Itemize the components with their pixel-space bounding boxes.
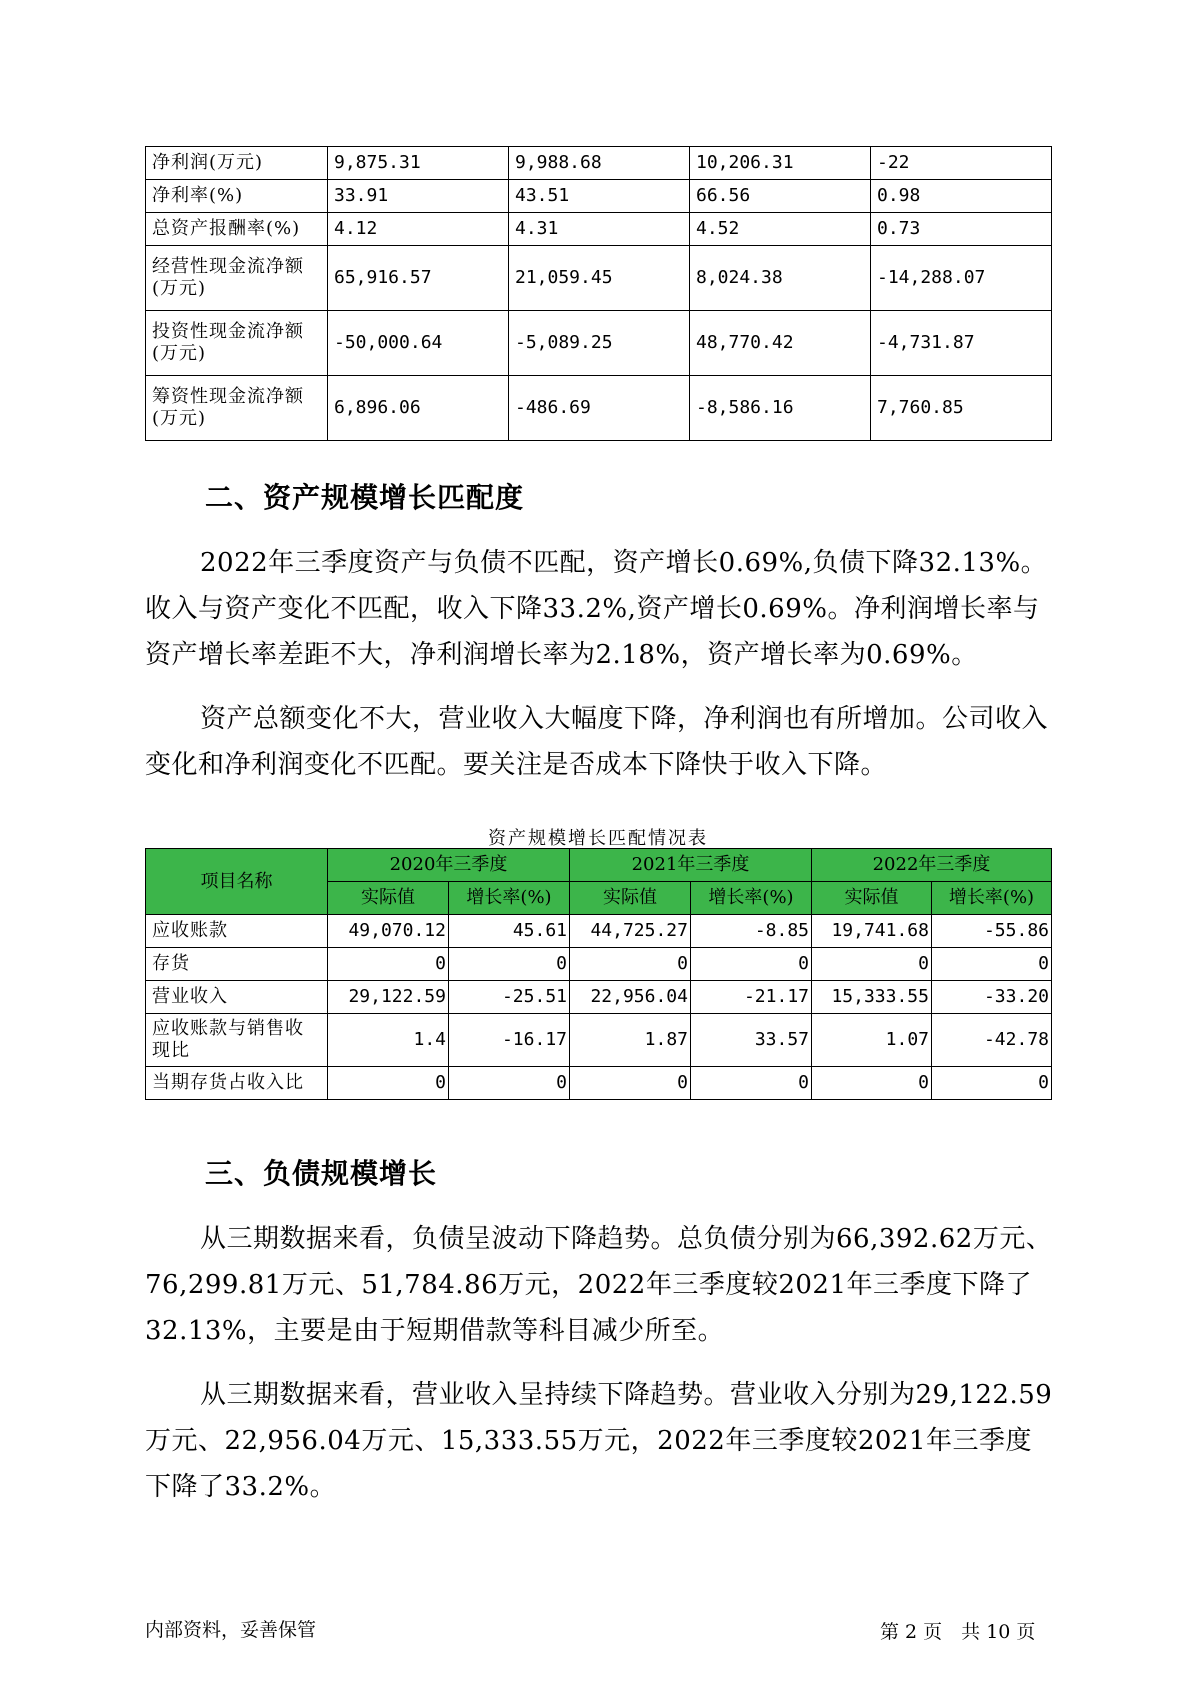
cell-value: 0 [812,948,932,981]
cell-value: 0 [570,1067,691,1100]
cell-value: 22,956.04 [570,981,691,1014]
cell-value: 0 [932,1067,1052,1100]
table-row [146,180,1052,213]
cell-value: 0 [449,1067,570,1100]
section-body [145,540,1055,678]
page-number: 第 2 页 共 10 页 [880,1621,1036,1643]
cell-value: 43.51 [509,180,690,213]
row-label: 应收账款 [146,915,328,948]
table-caption: 资产规模增长匹配情况表 [488,828,708,849]
paragraph: 2022年三季度资产与负债不匹配，资产增长0.69%,负债下降32.13%。收入与资产变化不匹配，收入下降33.2%,资产增长0.69%。净利润增长率与资产增长率差距不大，净利润增长率为2.18%，资产增长率为0.69%。 [145,548,1048,670]
column-header: 实际值 [812,882,932,915]
column-header: 实际值 [328,882,449,915]
cell-value: 33.57 [691,1014,812,1067]
section-heading: 三、负债规模增长 [205,1157,438,1190]
row-label: 营业收入 [146,981,328,1014]
cell-value: 0.98 [871,180,1052,213]
cell-value: 9,875.31 [328,147,509,180]
cell-value: 0 [328,948,449,981]
column-header: 实际值 [570,882,691,915]
cell-value: 0.73 [871,213,1052,246]
asset-scale-table [145,848,1052,1100]
row-label: 总资产报酬率(%) [146,213,328,246]
cell-value: 0 [812,1067,932,1100]
table-row [146,1067,1052,1100]
cell-value: -33.20 [932,981,1052,1014]
cell-value: 15,333.55 [812,981,932,1014]
cell-value: 7,760.85 [871,376,1052,441]
row-label: 筹资性现金流净额(万元) [146,376,328,441]
table-row [146,311,1052,376]
row-label: 净利润(万元) [146,147,328,180]
table-row [146,213,1052,246]
cell-value: 4.31 [509,213,690,246]
cell-value: -486.69 [509,376,690,441]
column-header: 增长率(%) [449,882,570,915]
cell-value: 0 [932,948,1052,981]
cell-value: 19,741.68 [812,915,932,948]
cell-value: 0 [449,948,570,981]
cell-value: 65,916.57 [328,246,509,311]
cell-value: -8,586.16 [690,376,871,441]
table-row [146,981,1052,1014]
section-heading: 二、资产规模增长匹配度 [205,481,525,514]
cell-value: 0 [328,1067,449,1100]
cell-value: 1.07 [812,1014,932,1067]
cell-value: -55.86 [932,915,1052,948]
cell-value: -14,288.07 [871,246,1052,311]
table-row [146,1014,1052,1067]
section-body [145,696,1055,788]
table-header-row [146,849,1052,882]
cell-value: 0 [691,948,812,981]
row-label: 投资性现金流净额(万元) [146,311,328,376]
cell-value: 1.4 [328,1014,449,1067]
column-header: 2020年三季度 [328,849,570,882]
cell-value: 29,122.59 [328,981,449,1014]
cell-value: 6,896.06 [328,376,509,441]
financial-indicators-table [145,146,1052,441]
section-body [145,1216,1055,1354]
column-header: 增长率(%) [691,882,812,915]
cell-value: 0 [570,948,691,981]
cell-value: 0 [691,1067,812,1100]
row-label: 应收账款与销售收现比 [146,1014,328,1067]
cell-value: 48,770.42 [690,311,871,376]
paragraph: 从三期数据来看，负债呈波动下降趋势。总负债分别为66,392.62万元、76,299.81万元、51,784.86万元，2022年三季度较2021年三季度下降了32.13%，主要是由于短期借款等科目减少所至。 [145,1224,1053,1346]
cell-value: -8.85 [691,915,812,948]
cell-value: -5,089.25 [509,311,690,376]
cell-value: 21,059.45 [509,246,690,311]
cell-value: 1.87 [570,1014,691,1067]
cell-value: 45.61 [449,915,570,948]
column-header: 2021年三季度 [570,849,812,882]
table-row [146,147,1052,180]
cell-value: -25.51 [449,981,570,1014]
paragraph: 资产总额变化不大，营业收入大幅度下降，净利润也有所增加。公司收入变化和净利润变化不匹配。要关注是否成本下降快于收入下降。 [145,704,1049,780]
cell-value: 33.91 [328,180,509,213]
section-body [145,1372,1055,1510]
cell-value: -16.17 [449,1014,570,1067]
table-row [146,948,1052,981]
cell-value: 49,070.12 [328,915,449,948]
cell-value: 10,206.31 [690,147,871,180]
cell-value: 66.56 [690,180,871,213]
column-header: 项目名称 [146,849,328,915]
cell-value: -22 [871,147,1052,180]
row-label: 当期存货占收入比 [146,1067,328,1100]
column-header: 2022年三季度 [812,849,1052,882]
cell-value: -42.78 [932,1014,1052,1067]
table-row [146,915,1052,948]
cell-value: 4.12 [328,213,509,246]
row-label: 存货 [146,948,328,981]
row-label: 净利率(%) [146,180,328,213]
row-label: 经营性现金流净额(万元) [146,246,328,311]
cell-value: -50,000.64 [328,311,509,376]
cell-value: -21.17 [691,981,812,1014]
cell-value: 9,988.68 [509,147,690,180]
table-row [146,376,1052,441]
cell-value: 44,725.27 [570,915,691,948]
cell-value: 8,024.38 [690,246,871,311]
column-header: 增长率(%) [932,882,1052,915]
table-row [146,246,1052,311]
footer-confidential-note: 内部资料，妥善保管 [145,1619,317,1641]
cell-value: -4,731.87 [871,311,1052,376]
cell-value: 4.52 [690,213,871,246]
paragraph: 从三期数据来看，营业收入呈持续下降趋势。营业收入分别为29,122.59万元、22,956.04万元、15,333.55万元，2022年三季度较2021年三季度下降了33.2%。 [145,1380,1053,1502]
